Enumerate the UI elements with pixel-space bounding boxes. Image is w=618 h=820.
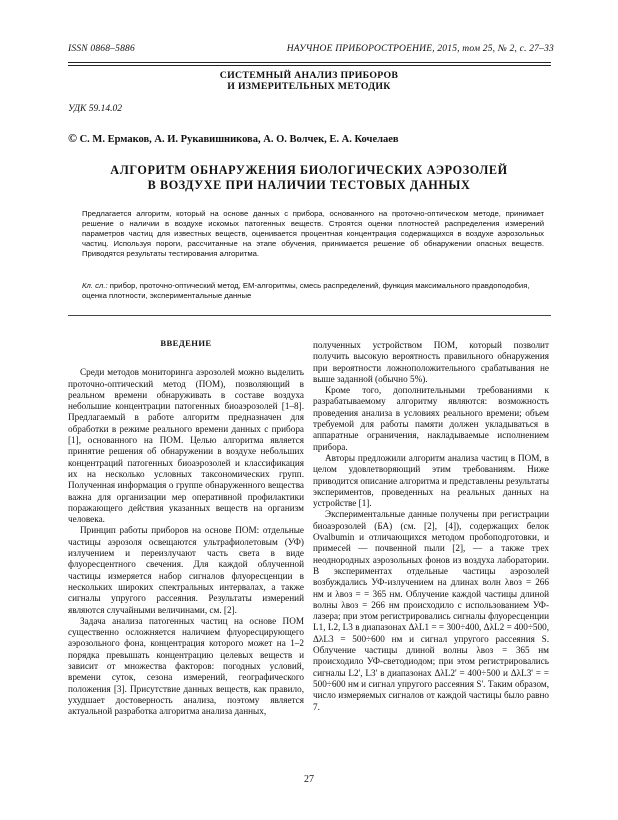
left-paragraph: Среди методов мониторинга аэрозолей можно выделить проточно-оптический метод (ПОМ), позволяющий в реальном времени обнаруживать в составе воздуха небольшие концентрации патогенных биоаэрозолей [1–8]. Предлагаемый в работе алгоритм предназначен для обработки в режиме реального времени данных с прибора [1], основанного на ПОМ. Целью алгоритма является принятие решения об обнаружении в воздухе небольших концентраций патогенных биоаэрозолей и классификация их на несколько условных таксономических групп. Полученная информация о группе обнаруженного вещества важна для организации мер оперативной профилактики поражающего действия указанных веществ на организм человека.	[68, 367, 304, 525]
keywords-text: прибор, проточно-оптический метод, EM-алгоритмы, смесь распределений, функция максимального правдоподобия, оценка плотности, экспериментальные данные	[82, 281, 530, 300]
article-title-line-1: АЛГОРИТМ ОБНАРУЖЕНИЯ БИОЛОГИЧЕСКИХ АЭРОЗОЛЕЙ	[110, 163, 508, 177]
double-rule-top	[68, 62, 551, 63]
left-paragraph: Задача анализа патогенных частиц на основе ПОМ существенно осложняется наличием флуоресцирующего аэрозольного фона, концентрация которого может на 1–2 порядка превышать концентрацию целевых веществ и зависит от множества факторов: погодных условий, времени суток, сезона измерений, географического положения [3]. Присутствие данных веществ, как правило, ухудшает достоверность анализа, поэтому является актуальной разработка алгоритма анализа данных,	[68, 615, 304, 717]
copyright-symbol: ©	[68, 131, 77, 145]
double-rule-bottom	[68, 65, 551, 66]
left-paragraph: Принцип работы приборов на основе ПОМ: отдельные частицы аэрозоля освещаются ультрафиолетовым (УФ) излучением и переизлучают часть света в виде флуоресцентного свечения. Для каждой облученной частицы измеряется набор сигналов флуоресценции в нескольких широких спектральных интервалах, а также сигналы упругого рассеяния. Результаты измерений являются случайными величинами, см. [2].	[68, 525, 304, 615]
issn-label: ISSN 0868–5886	[68, 44, 135, 54]
left-column	[68, 338, 304, 718]
journal-reference: НАУЧНОЕ ПРИБОРОСТРОЕНИЕ, 2015, том 25, № 2, c. 27–33	[286, 44, 554, 54]
right-paragraph: полученных устройством ПОМ, который позволит получить высокую вероятность правильного обнаружения при вероятности ложноположительного срабатывания не выше заданной (обычно 5%).	[313, 340, 549, 384]
authors-line	[68, 131, 399, 146]
abstract-divider	[68, 315, 551, 316]
page-number: 27	[304, 774, 314, 785]
article-title-line-2: В ВОЗДУХЕ ПРИ НАЛИЧИИ ТЕСТОВЫХ ДАННЫХ	[147, 178, 471, 192]
author-names: С. М. Ермаков, А. И. Рукавишникова, А. О. Волчек, Е. А. Кочелаев	[79, 134, 399, 145]
right-paragraph: Кроме того, дополнительными требованиями к разрабатываемому алгоритму являются: возможность проведения анализа в условиях реального времени; объем требуемой для работы памяти должен укладываться в аппаратные ограничения, накладываемые исполнением прибора.	[313, 385, 549, 452]
article-title	[0, 163, 618, 193]
right-column	[313, 340, 549, 713]
section-title-line-2: И ИЗМЕРИТЕЛЬНЫХ МЕТОДИК	[227, 81, 391, 92]
abstract: Предлагается алгоритм, который на основе данных с прибора, основанного на проточно-оптическом методе, принимает решение о наличии в воздухе искомых патогенных веществ. Строятся оценки плотностей распределения измерений параметров частиц для известных веществ, оценивается процентная концентрация содержащихся в воздухе аэрозольных частиц. Используя пороги, рассчитанные на этапе обучения, принимается решение об обнаружении опасных веществ. Приводятся результаты тестирования алгоритма.	[82, 209, 544, 258]
udk-code: УДК 59.14.02	[68, 104, 122, 114]
intro-heading: ВВЕДЕНИЕ	[160, 338, 212, 348]
right-paragraph: Экспериментальные данные получены при регистрации биоаэрозолей (БА) (см. [2], [4]), содержащих белок Ovalbumin и отличающихся методом пробоподготовки, и примесей — почвенной пыли [2], — а также трех неоднородных аэрозольных фонов из воздуха лаборатории. В экспериментах отдельные частицы аэрозолей возбуждались УФ-излучением на длинах волн λвоз = 266 нм и λвоз = = 365 нм. Облучение каждой частицы длиной волны λвоз = 266 нм происходило с использованием УФ-лазера; при этом регистрировались сигналы флуоресценции L1, L2, L3 в диапазонах ΔλL1 = = 300÷400, ΔλL2 = 400÷500, ΔλL3 = 500÷600 нм и сигнал упругого рассеяния S. Облучение частицы длиной волны λвоз = 365 нм происходило УФ-светодиодом; при этом регистрировались сигналы L2', L3' в диапазонах ΔλL2' = 400÷500 и ΔλL3' = = 500÷600 нм и сигнал упругого рассеяния S'. Таким образом, число измеряемых сигналов от каждой частицы было равно 7.	[313, 509, 549, 712]
keywords-label: Кл. сл.:	[82, 281, 108, 290]
keywords	[82, 281, 544, 301]
right-paragraph: Авторы предложили алгоритм анализа частиц в ПОМ, в целом удовлетворяющий этим требованиям. Ниже приводится описание алгоритма и представлены результаты экспериментов, проведенных на реальных данных на устройстве [1].	[313, 452, 549, 509]
section-title-line-1: СИСТЕМНЫЙ АНАЛИЗ ПРИБОРОВ	[219, 70, 399, 81]
section-title	[0, 70, 618, 92]
